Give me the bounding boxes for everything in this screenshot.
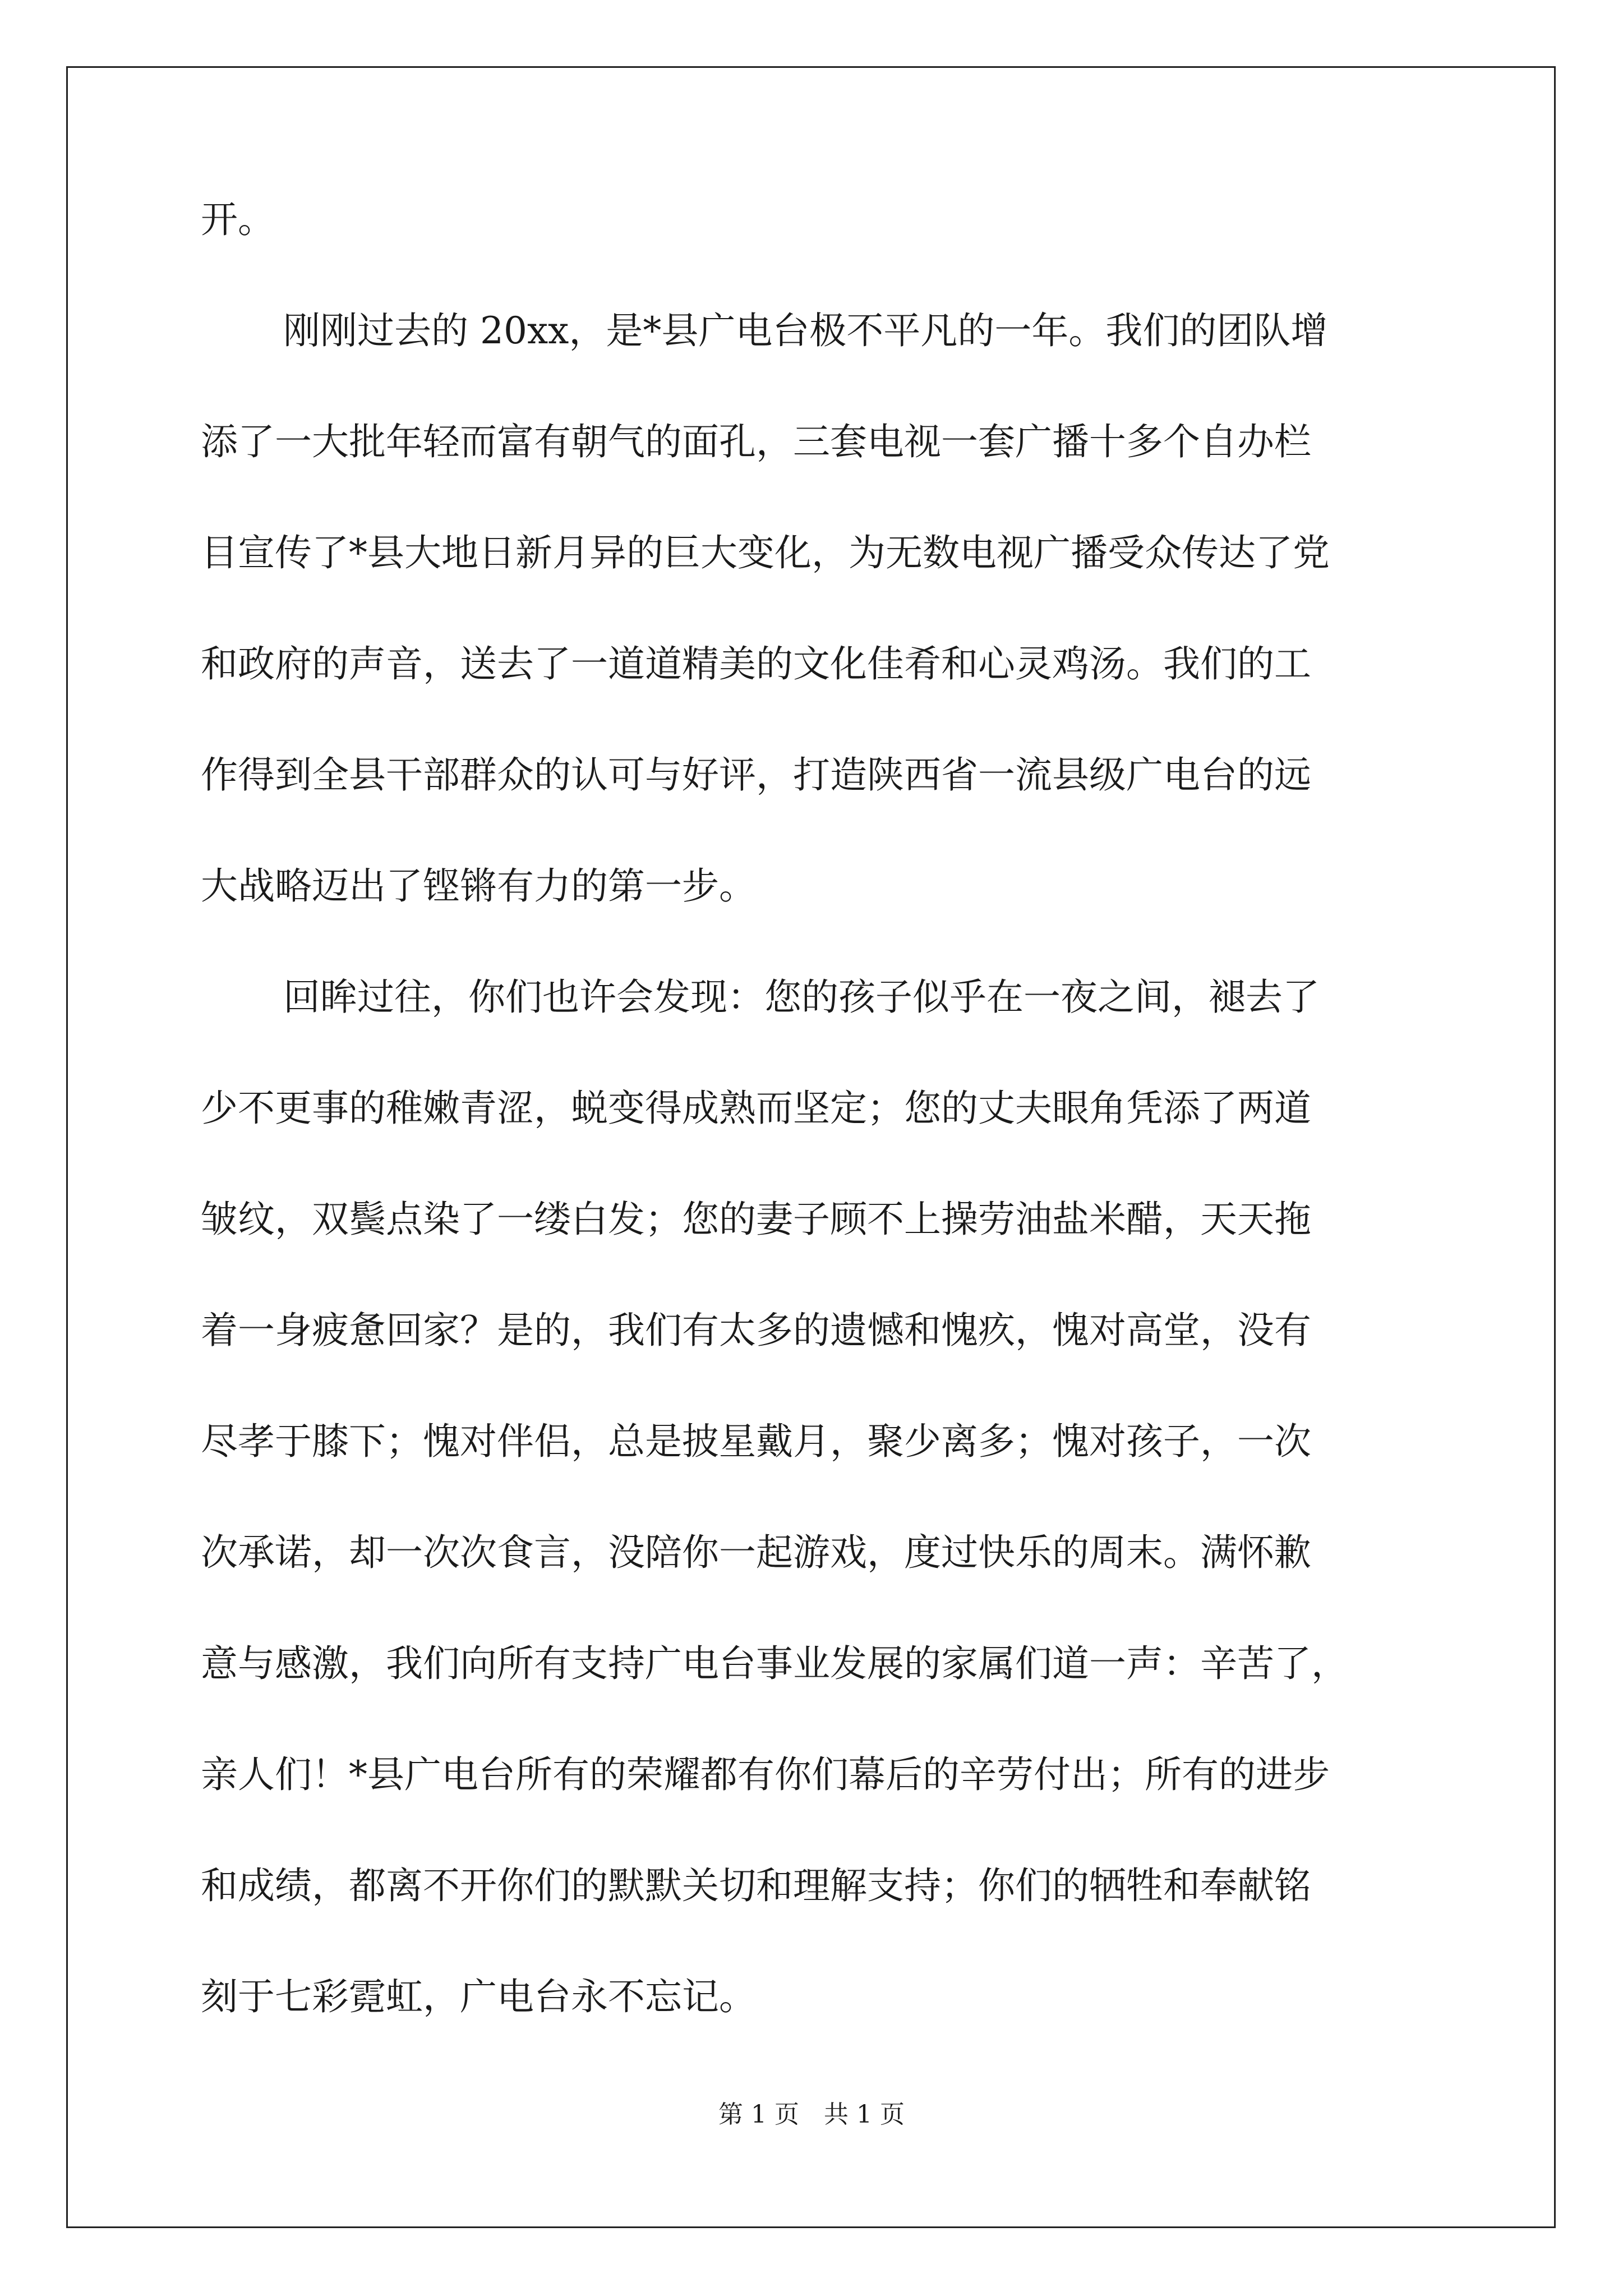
paragraph-first-line: 回眸过往，你们也许会发现：您的孩子似乎在一夜之间，褪去了 bbox=[283, 976, 1320, 1019]
text-line: 目宣传了*县大地日新月异的巨大变化，为无数电视广播受众传达了党 bbox=[201, 531, 1330, 574]
text-line: 次承诺，却一次次食言，没陪你一起游戏，度过快乐的周末。满怀歉 bbox=[201, 1531, 1311, 1574]
text-line: 和政府的声音，送去了一道道精美的文化佳肴和心灵鸡汤。我们的工 bbox=[201, 642, 1311, 685]
text-line: 刻于七彩霓虹，广电台永不忘记。 bbox=[201, 1975, 756, 2018]
text-line: 作得到全县干部群众的认可与好评，打造陕西省一流县级广电台的远 bbox=[201, 753, 1311, 797]
text-line: 少不更事的稚嫩青涩，蜕变得成熟而坚定；您的丈夫眼角凭添了两道 bbox=[201, 1087, 1311, 1130]
text-line: 开。 bbox=[201, 198, 275, 241]
paragraph-first-line: 刚刚过去的 20xx，是*县广电台极不平凡的一年。我们的团队增 bbox=[283, 309, 1328, 352]
text-line: 皱纹，双鬓点染了一缕白发；您的妻子顾不上操劳油盐米醋，天天拖 bbox=[201, 1198, 1311, 1241]
text-line: 添了一大批年轻而富有朝气的面孔，三套电视一套广播十多个自办栏 bbox=[201, 420, 1311, 463]
text-line: 尽孝于膝下；愧对伴侣，总是披星戴月，聚少离多；愧对孩子，一次 bbox=[201, 1420, 1311, 1463]
text-line: 意与感激，我们向所有支持广电台事业发展的家属们道一声：辛苦了， bbox=[201, 1642, 1348, 1685]
text-line: 和成绩，都离不开你们的默默关切和理解支持；你们的牺牲和奉献铭 bbox=[201, 1864, 1311, 1907]
page-number: 第 1 页 共 1 页 bbox=[718, 2100, 905, 2129]
text-line: 大战略迈出了铿锵有力的第一步。 bbox=[201, 864, 756, 908]
text-line: 着一身疲惫回家？是的，我们有太多的遗憾和愧疚，愧对高堂，没有 bbox=[201, 1309, 1311, 1352]
text-line: 亲人们！*县广电台所有的荣耀都有你们幕后的辛劳付出；所有的进步 bbox=[201, 1753, 1330, 1796]
